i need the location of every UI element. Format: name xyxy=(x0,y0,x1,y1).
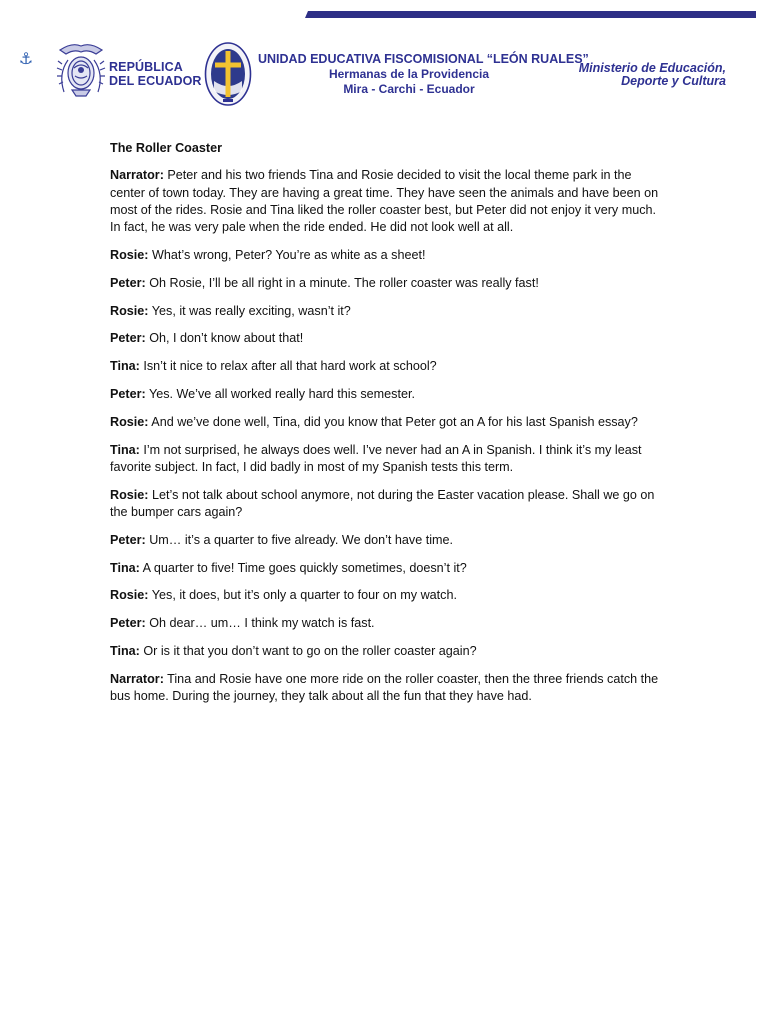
school-congregation: Hermanas de la Providencia xyxy=(328,67,490,81)
dialogue xyxy=(110,167,662,705)
dialogue-text: A quarter to five! Time goes quickly sometimes, doesn’t it? xyxy=(139,560,467,575)
dialogue-text: Yes, it does, but it’s only a quarter to four on my watch. xyxy=(148,588,457,603)
speaker-label: Peter: xyxy=(110,386,146,401)
ecuador-line-1: REPÚBLICA xyxy=(109,60,183,74)
dialogue-paragraph xyxy=(110,247,662,264)
dialogue-paragraph xyxy=(110,487,662,522)
speaker-label: Tina: xyxy=(110,643,140,658)
dialogue-paragraph xyxy=(110,587,662,604)
speaker-label: Tina: xyxy=(110,359,140,374)
speaker-label: Peter: xyxy=(110,532,146,547)
ministry-line-1: Ministerio de Educación, xyxy=(578,61,726,75)
dialogue-paragraph xyxy=(110,275,662,292)
speaker-label: Rosie: xyxy=(110,588,149,603)
ecuador-line-2: DEL ECUADOR xyxy=(109,74,202,88)
speaker-label: Tina: xyxy=(110,560,140,575)
dialogue-text: What’s wrong, Peter? You’re as white as a sheet! xyxy=(148,247,426,262)
dialogue-text: I’m not surprised, he always does well. I’ve never had an A in Spanish. I think it’s my least favorite subject. In fact, I did badly in most of my Spanish tests this term. xyxy=(110,442,642,474)
speaker-label: Narrator: xyxy=(110,168,164,183)
dialogue-text: Yes, it was really exciting, wasn’t it? xyxy=(148,303,351,318)
ecuador-coat-of-arms-icon xyxy=(52,40,110,100)
dialogue-paragraph xyxy=(110,532,662,549)
speaker-label: Narrator: xyxy=(110,671,164,686)
header-accent-bar xyxy=(305,11,756,18)
speaker-label: Rosie: xyxy=(110,247,149,262)
speaker-label: Rosie: xyxy=(110,414,149,429)
speaker-label: Rosie: xyxy=(110,303,149,318)
republica-ecuador-logo xyxy=(52,40,202,100)
dialogue-paragraph xyxy=(110,615,662,632)
dialogue-text: Tina and Rosie have one more ride on the roller coaster, then the three friends catch the bus home. During the journey, they talk about all the fun that they have had. xyxy=(110,671,659,704)
dialogue-text: Or is it that you don’t want to go on the roller coaster again? xyxy=(139,643,477,658)
dialogue-paragraph xyxy=(110,414,662,431)
school-location: Mira - Carchi - Ecuador xyxy=(343,82,475,96)
dialogue-text: Um… it’s a quarter to five already. We don’t have time. xyxy=(145,532,453,547)
dialogue-text: Let’s not talk about school anymore, not during the Easter vacation please. Shall we go on the bumper cars again? xyxy=(110,487,655,519)
speaker-label: Peter: xyxy=(110,331,146,346)
ministry-logo xyxy=(560,62,726,88)
dialogue-text: Yes. We’ve all worked really hard this semester. xyxy=(145,386,415,401)
dialogue-text: Oh Rosie, I’ll be all right in a minute. The roller coaster was really fast! xyxy=(145,275,539,290)
dialogue-paragraph xyxy=(110,643,662,660)
dialogue-paragraph xyxy=(110,167,662,236)
school-name-block xyxy=(258,51,589,97)
school-crest-icon xyxy=(204,41,252,107)
dialogue-paragraph xyxy=(110,386,662,403)
speaker-label: Rosie: xyxy=(110,487,149,502)
speaker-label: Peter: xyxy=(110,616,146,631)
dialogue-text: Isn’t it nice to relax after all that hard work at school? xyxy=(139,359,437,374)
anchor-icon: ⚓ xyxy=(18,49,34,68)
ministry-line-2: Deporte y Cultura xyxy=(621,74,726,88)
speaker-label: Peter: xyxy=(110,275,146,290)
dialogue-paragraph xyxy=(110,358,662,375)
document-title: The Roller Coaster xyxy=(110,141,222,155)
speaker-label: Tina: xyxy=(110,442,140,457)
dialogue-text: Oh dear… um… I think my watch is fast. xyxy=(145,616,375,631)
dialogue-paragraph xyxy=(110,560,662,577)
dialogue-text: Peter and his two friends Tina and Rosie decided to visit the local theme park in the center of town today. They are having a great time. They have seen the animals and have been on most of the rides. Rosie and Tina liked the roller coaster best, but Peter did not enjoy it very much. In fact, he was very pale when the ride ended. He did not look well at all. xyxy=(110,168,659,235)
dialogue-paragraph xyxy=(110,442,662,477)
dialogue-paragraph xyxy=(110,330,662,347)
document-body xyxy=(110,140,662,716)
dialogue-paragraph xyxy=(110,671,662,706)
dialogue-text: Oh, I don’t know about that! xyxy=(145,331,304,346)
school-name: UNIDAD EDUCATIVA FISCOMISIONAL “LEÓN RUALES” xyxy=(258,52,589,66)
dialogue-text: And we’ve done well, Tina, did you know that Peter got an A for his last Spanish essay? xyxy=(148,414,638,429)
dialogue-paragraph xyxy=(110,303,662,320)
